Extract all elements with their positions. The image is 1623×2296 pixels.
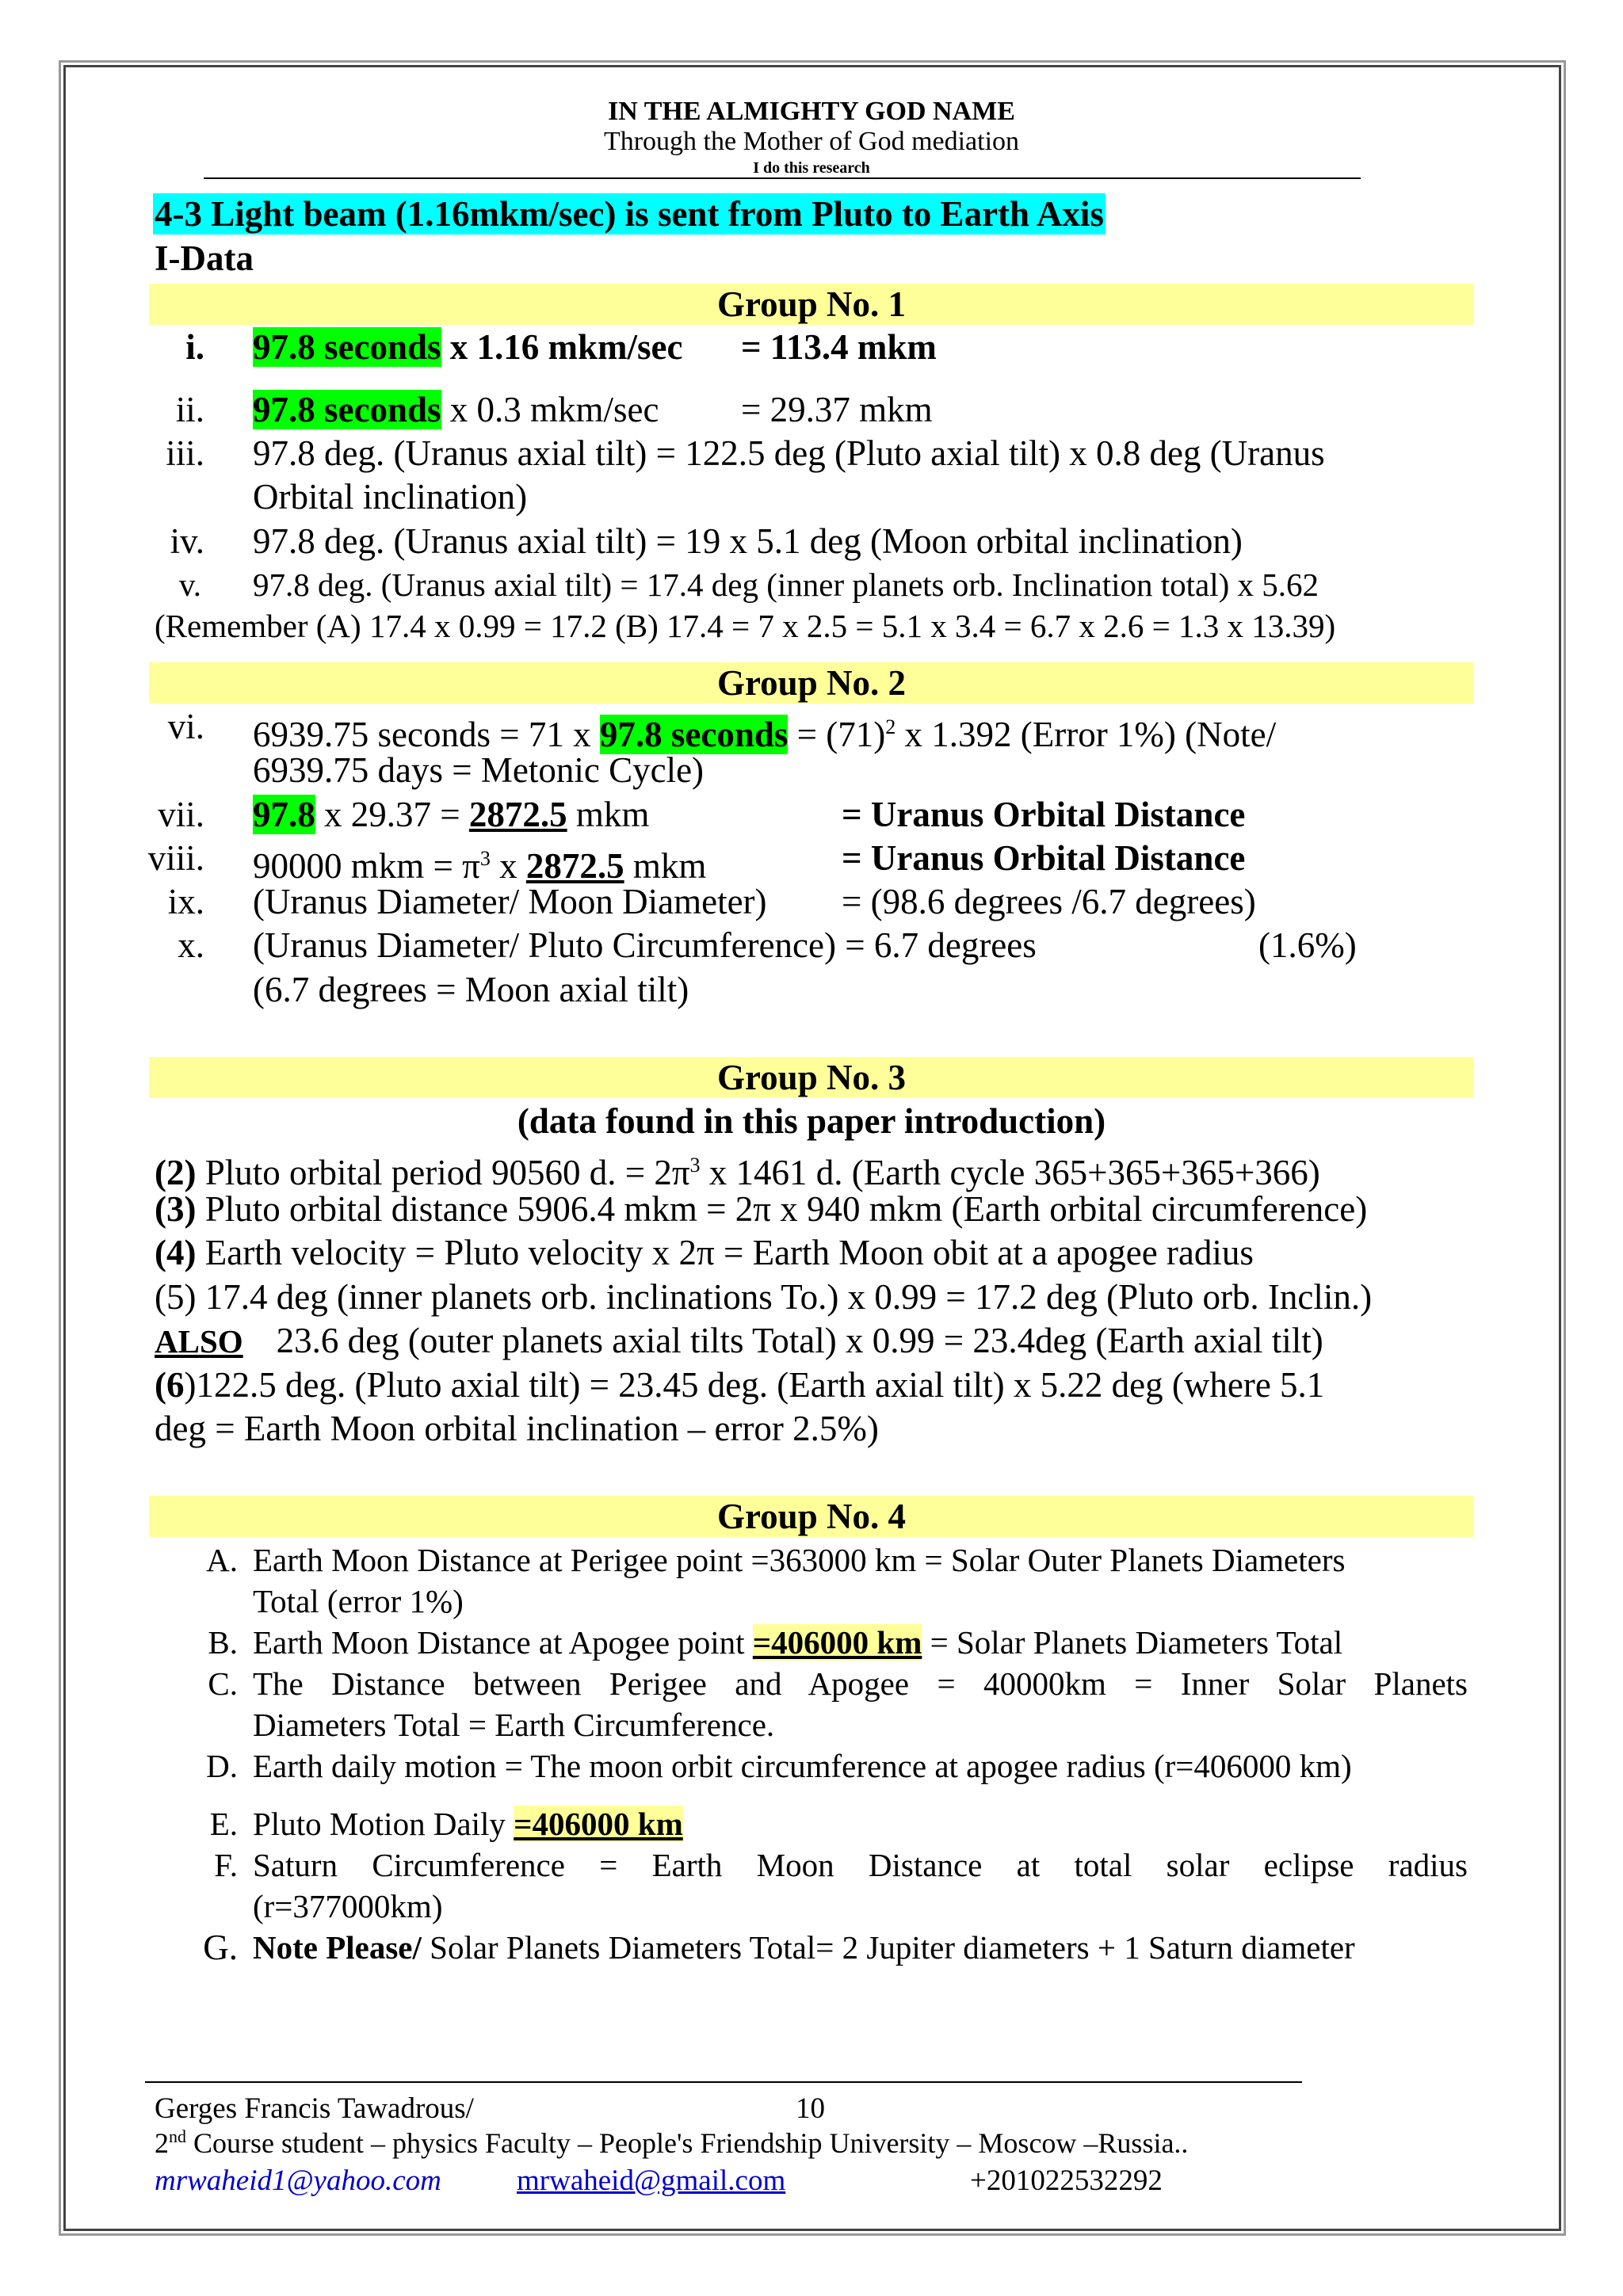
- item-F: Saturn Circumference = Earth Moon Distance at total solar eclipse radius: [253, 1847, 1468, 1883]
- group-3-heading: Group No. 3: [149, 1057, 1474, 1098]
- group-3-p3: (3) Pluto orbital distance 5906.4 mkm = 2π x 940 mkm (Earth orbital circumference): [155, 1189, 1368, 1229]
- item-D-letter: D.: [206, 1748, 238, 1784]
- footer-phone: +201022532292: [970, 2164, 1163, 2197]
- item-A: Earth Moon Distance at Perigee point =363000 km = Solar Outer Planets Diameters: [253, 1542, 1346, 1578]
- item-C-letter: C.: [208, 1665, 238, 1702]
- group-3-subheading: (data found in this paper introduction): [517, 1101, 1106, 1141]
- section-title: 4-3 Light beam (1.16mkm/sec) is sent from Pluto to Earth Axis: [155, 194, 1104, 234]
- item-F-cont: (r=377000km): [253, 1888, 443, 1924]
- footer-email-2[interactable]: mrwaheid@gmail.com: [517, 2164, 786, 2197]
- item-G-letter: G.: [203, 1928, 238, 1967]
- item-E-letter: E.: [209, 1806, 238, 1842]
- section-label: I-Data: [155, 238, 254, 278]
- footer-email-1[interactable]: mrwaheid1@yahoo.com: [155, 2164, 441, 2197]
- item-E: Pluto Motion Daily =406000 km: [253, 1806, 683, 1842]
- item-A-cont: Total (error 1%): [253, 1583, 464, 1619]
- header-line-1: IN THE ALMIGHTY GOD NAME: [608, 97, 1015, 126]
- group-2-heading: Group No. 2: [149, 662, 1474, 704]
- group-3-also: ALSO 23.6 deg (outer planets axial tilts Total) x 0.99 = 23.4deg (Earth axial tilt): [155, 1321, 1323, 1360]
- item-B-letter: B.: [208, 1624, 238, 1661]
- footer-author: Gerges Francis Tawadrous/: [155, 2092, 474, 2125]
- item-D: Earth daily motion = The moon orbit circumference at apogee radius (r=406000 km): [253, 1748, 1352, 1784]
- group-3-p2: (2) Pluto orbital period 90560 d. = $2\pi^3$ x 1461 d. (Earth cycle 365+365+365+366): [155, 1153, 1320, 1192]
- item-B: Earth Moon Distance at Apogee point =406000 km = Solar Planets Diameters Total: [253, 1624, 1343, 1661]
- item-C-cont: Diameters Total = Earth Circumference.: [253, 1707, 775, 1743]
- group-3-p6-cont: deg = Earth Moon orbital inclination – error 2.5%): [155, 1409, 879, 1448]
- footer-divider: [145, 2081, 1302, 2083]
- header-divider: [204, 177, 1361, 179]
- page-number: 10: [796, 2092, 825, 2125]
- group-3-p4: (4) Earth velocity = Pluto velocity x 2π = Earth Moon obit at a apogee radius: [155, 1233, 1254, 1272]
- item-F-letter: F.: [214, 1847, 238, 1883]
- group-1-heading: Group No. 1: [149, 284, 1474, 325]
- group-4-heading: Group No. 4: [149, 1496, 1474, 1537]
- header-line-2: Through the Mother of God mediation: [603, 127, 1020, 156]
- header-line-3: I do this research: [753, 159, 870, 177]
- group-3-p6: (6)122.5 deg. (Pluto axial tilt) = 23.45 deg. (Earth axial tilt) x 5.22 deg (where 5.1: [155, 1365, 1325, 1405]
- footer-course: 2nd Course student – physics Faculty – People's Friendship University – Moscow –Russia..: [155, 2126, 1189, 2159]
- item-G: Note Please/ Solar Planets Diameters Total= 2 Jupiter diameters + 1 Saturn diameter: [253, 1929, 1355, 1966]
- group-3-p5: (5) 17.4 deg (inner planets orb. inclinations To.) x 0.99 = 17.2 deg (Pluto orb. Inclin.): [155, 1277, 1373, 1317]
- item-C: The Distance between Perigee and Apogee = 40000km = Inner Solar Planets: [253, 1665, 1468, 1702]
- item-A-letter: A.: [206, 1542, 238, 1578]
